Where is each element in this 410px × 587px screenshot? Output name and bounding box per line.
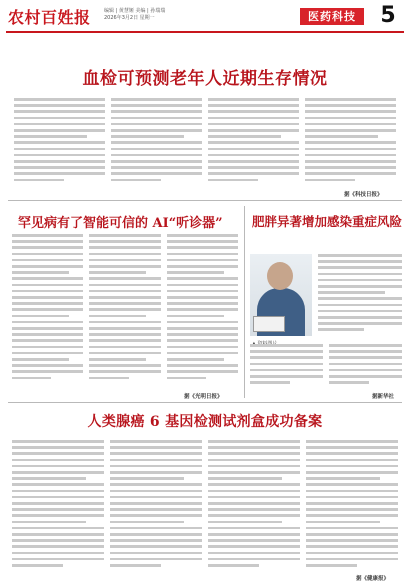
text-line <box>89 315 146 318</box>
headline-obesity: 肥胖异著增加感染重症风险 <box>252 214 403 229</box>
text-line <box>89 327 160 330</box>
text-line <box>110 527 202 530</box>
text-line <box>111 179 161 182</box>
text-line <box>111 110 202 113</box>
text-line <box>12 296 83 299</box>
text-line <box>208 533 300 536</box>
text-line <box>208 483 300 486</box>
text-line <box>12 558 104 561</box>
text-line <box>110 533 202 536</box>
text-line <box>110 545 202 548</box>
text-line <box>110 459 202 462</box>
text-line <box>167 259 238 262</box>
text-line <box>208 98 299 101</box>
text-line <box>89 271 146 274</box>
text-line <box>167 377 206 380</box>
text-line <box>208 179 258 182</box>
text-line <box>208 508 300 511</box>
text-line <box>305 160 396 163</box>
text-line <box>110 496 202 499</box>
text-line <box>250 369 323 372</box>
text-line <box>306 496 398 499</box>
text-line <box>89 339 160 342</box>
text-line <box>12 490 104 493</box>
text-line <box>12 290 83 293</box>
text-line <box>305 110 396 113</box>
text-line <box>208 459 300 462</box>
text-line <box>208 154 299 157</box>
text-line <box>111 104 202 107</box>
text-line <box>208 440 300 443</box>
masthead-subline: 编辑 | 黄慧姬 美编 | 孙瑞瑞 2026年3月2日 星期一 <box>104 8 166 21</box>
text-line <box>89 346 160 349</box>
text-line <box>318 322 402 325</box>
text-line <box>208 545 300 548</box>
text-line <box>12 564 63 567</box>
text-line <box>306 471 398 474</box>
text-line <box>167 333 238 336</box>
text-line <box>14 141 105 144</box>
text-line <box>110 514 202 517</box>
text-line <box>89 284 160 287</box>
text-line <box>111 166 202 169</box>
text-line <box>12 377 51 380</box>
text-line <box>318 254 402 257</box>
text-line <box>208 117 299 120</box>
text-line <box>208 539 300 542</box>
text-line <box>208 135 281 138</box>
text-line <box>329 363 402 366</box>
text-line <box>89 358 146 361</box>
article-body-blood-test <box>14 98 396 190</box>
text-line <box>306 459 398 462</box>
text-line <box>12 352 83 355</box>
text-line <box>89 308 160 311</box>
text-line <box>12 527 104 530</box>
text-line <box>305 172 396 175</box>
text-line <box>14 154 105 157</box>
text-line <box>89 265 160 268</box>
text-line <box>250 344 323 347</box>
masthead-title: 农村百姓报 <box>8 8 91 27</box>
text-line <box>208 558 300 561</box>
masthead-rule <box>6 31 404 33</box>
text-line <box>14 117 105 120</box>
text-line <box>12 514 104 517</box>
text-line <box>12 440 104 443</box>
text-line <box>329 350 402 353</box>
text-line <box>208 471 300 474</box>
text-line <box>167 346 238 349</box>
article-body-obesity-side <box>318 254 402 338</box>
text-line <box>305 154 396 157</box>
text-line <box>12 446 104 449</box>
section-tag: 医药科技 <box>300 8 364 25</box>
text-line <box>12 240 83 243</box>
text-line <box>12 471 104 474</box>
page-number: 5 <box>380 3 396 28</box>
text-line <box>208 452 300 455</box>
text-line <box>306 533 398 536</box>
text-line <box>208 502 300 505</box>
byline-breast-cancer: 据《健康报》 <box>356 576 390 582</box>
text-line <box>208 160 299 163</box>
text-line <box>14 179 64 182</box>
text-line <box>12 552 104 555</box>
text-line <box>12 346 83 349</box>
byline-blood-test: 据《科技日报》 <box>344 192 383 198</box>
text-line <box>12 364 83 367</box>
text-line <box>89 296 160 299</box>
text-line <box>306 527 398 530</box>
text-line <box>318 266 402 269</box>
text-line <box>12 477 86 480</box>
text-line <box>89 333 160 336</box>
text-line <box>12 459 104 462</box>
text-line <box>305 166 396 169</box>
article-body-breast-cancer <box>12 440 398 572</box>
text-line <box>208 514 300 517</box>
text-line <box>89 246 160 249</box>
text-line <box>111 172 202 175</box>
text-line <box>14 104 105 107</box>
text-line <box>14 123 105 126</box>
text-line <box>167 234 238 237</box>
text-line <box>250 375 323 378</box>
text-line <box>167 370 238 373</box>
text-line <box>12 315 69 318</box>
text-line <box>110 452 202 455</box>
text-line <box>89 377 128 380</box>
text-line <box>306 452 398 455</box>
text-line <box>89 259 160 262</box>
text-line <box>12 271 69 274</box>
text-line <box>208 552 300 555</box>
text-line <box>306 521 380 524</box>
text-line <box>208 129 299 132</box>
text-line <box>306 502 398 505</box>
text-line <box>89 302 160 305</box>
text-line <box>306 477 380 480</box>
text-line <box>89 290 160 293</box>
text-line <box>12 333 83 336</box>
text-line <box>208 141 299 144</box>
text-line <box>111 129 202 132</box>
text-line <box>318 310 402 313</box>
column-divider <box>244 206 245 398</box>
text-line <box>305 141 396 144</box>
text-line <box>111 117 202 120</box>
text-line <box>318 297 402 300</box>
text-line <box>14 129 105 132</box>
text-line <box>14 166 105 169</box>
text-line <box>110 539 202 542</box>
text-line <box>110 558 202 561</box>
text-line <box>208 104 299 107</box>
text-line <box>208 496 300 499</box>
text-line <box>318 316 402 319</box>
text-line <box>318 285 402 288</box>
text-line <box>167 246 238 249</box>
text-line <box>306 564 357 567</box>
text-line <box>12 502 104 505</box>
text-line <box>167 339 238 342</box>
text-line <box>12 265 83 268</box>
text-line <box>305 123 396 126</box>
text-line <box>89 364 160 367</box>
text-line <box>318 260 402 263</box>
text-line <box>167 240 238 243</box>
text-line <box>305 179 355 182</box>
scale-icon <box>253 316 285 332</box>
text-line <box>12 539 104 542</box>
text-line <box>110 446 202 449</box>
text-line <box>12 370 83 373</box>
text-line <box>89 370 160 373</box>
text-line <box>329 381 369 384</box>
text-line <box>167 284 238 287</box>
text-line <box>110 465 202 468</box>
text-line <box>89 321 160 324</box>
text-line <box>111 98 202 101</box>
text-line <box>14 135 87 138</box>
text-line <box>111 135 184 138</box>
text-line <box>250 350 323 353</box>
text-line <box>306 552 398 555</box>
text-line <box>208 110 299 113</box>
text-line <box>329 369 402 372</box>
text-line <box>12 277 83 280</box>
text-line <box>167 364 238 367</box>
text-line <box>111 154 202 157</box>
text-line <box>110 502 202 505</box>
text-line <box>110 483 202 486</box>
text-line <box>329 356 402 359</box>
masthead <box>0 0 410 44</box>
text-line <box>306 558 398 561</box>
headline-breast-cancer: 人类腺癌 6 基因检测试剂盒成功备案 <box>87 414 323 430</box>
byline-obesity: 据新华社 <box>372 394 395 400</box>
text-line <box>110 477 184 480</box>
text-line <box>12 302 83 305</box>
text-line <box>167 327 238 330</box>
text-line <box>208 477 282 480</box>
text-line <box>318 279 402 282</box>
text-line <box>12 452 104 455</box>
text-line <box>14 98 105 101</box>
article-body-obesity <box>250 344 402 390</box>
text-line <box>208 166 299 169</box>
text-line <box>12 259 83 262</box>
article-body-ai-syndrome <box>12 234 238 388</box>
text-line <box>12 321 83 324</box>
text-line <box>12 483 104 486</box>
text-line <box>250 363 323 366</box>
headline-ai-syndrome: 罕见病有了智能可信的 AI“听诊器” <box>18 216 223 231</box>
text-line <box>12 358 69 361</box>
text-line <box>250 381 290 384</box>
text-line <box>12 339 83 342</box>
text-line <box>12 521 86 524</box>
text-line <box>306 490 398 493</box>
text-line <box>250 356 323 359</box>
text-line <box>306 465 398 468</box>
text-line <box>89 240 160 243</box>
text-line <box>110 508 202 511</box>
text-line <box>14 148 105 151</box>
byline-ai-syndrome: 据《光明日报》 <box>184 394 223 400</box>
text-line <box>318 291 385 294</box>
text-line <box>110 521 184 524</box>
text-line <box>110 471 202 474</box>
text-line <box>208 123 299 126</box>
text-line <box>318 328 364 331</box>
text-line <box>111 123 202 126</box>
text-line <box>14 172 105 175</box>
text-line <box>208 527 300 530</box>
text-line <box>167 296 238 299</box>
text-line <box>12 308 83 311</box>
text-line <box>167 302 238 305</box>
text-line <box>208 446 300 449</box>
text-line <box>12 327 83 330</box>
text-line <box>305 148 396 151</box>
text-line <box>110 564 161 567</box>
text-line <box>110 490 202 493</box>
text-line <box>12 234 83 237</box>
text-line <box>167 358 224 361</box>
text-line <box>12 508 104 511</box>
text-line <box>111 141 202 144</box>
text-line <box>305 117 396 120</box>
divider <box>8 402 402 403</box>
text-line <box>89 277 160 280</box>
text-line <box>306 440 398 443</box>
divider <box>8 200 402 201</box>
text-line <box>208 172 299 175</box>
text-line <box>318 273 402 276</box>
text-line <box>167 352 238 355</box>
text-line <box>167 277 238 280</box>
text-line <box>12 253 83 256</box>
text-line <box>111 160 202 163</box>
text-line <box>12 533 104 536</box>
text-line <box>306 514 398 517</box>
text-line <box>306 545 398 548</box>
text-line <box>305 98 396 101</box>
text-line <box>208 148 299 151</box>
text-line <box>208 564 259 567</box>
text-line <box>208 465 300 468</box>
text-line <box>12 545 104 548</box>
text-line <box>306 508 398 511</box>
text-line <box>167 253 238 256</box>
text-line <box>329 344 402 347</box>
headline-blood-test: 血检可预测老年人近期生存情况 <box>82 69 328 89</box>
text-line <box>167 265 238 268</box>
news-photo <box>250 254 312 336</box>
text-line <box>208 490 300 493</box>
text-line <box>305 129 396 132</box>
text-line <box>12 284 83 287</box>
text-line <box>110 552 202 555</box>
text-line <box>12 465 104 468</box>
text-line <box>14 110 105 113</box>
text-line <box>89 234 160 237</box>
text-line <box>111 148 202 151</box>
text-line <box>89 352 160 355</box>
text-line <box>305 135 378 138</box>
text-line <box>110 440 202 443</box>
text-line <box>167 321 238 324</box>
text-line <box>167 315 224 318</box>
text-line <box>167 271 224 274</box>
text-line <box>167 290 238 293</box>
text-line <box>305 104 396 107</box>
text-line <box>306 446 398 449</box>
text-line <box>329 375 402 378</box>
text-line <box>318 304 402 307</box>
text-line <box>306 483 398 486</box>
person-head <box>267 262 293 290</box>
text-line <box>14 160 105 163</box>
text-line <box>306 539 398 542</box>
text-line <box>167 308 238 311</box>
text-line <box>12 496 104 499</box>
text-line <box>89 253 160 256</box>
text-line <box>12 246 83 249</box>
text-line <box>208 521 282 524</box>
